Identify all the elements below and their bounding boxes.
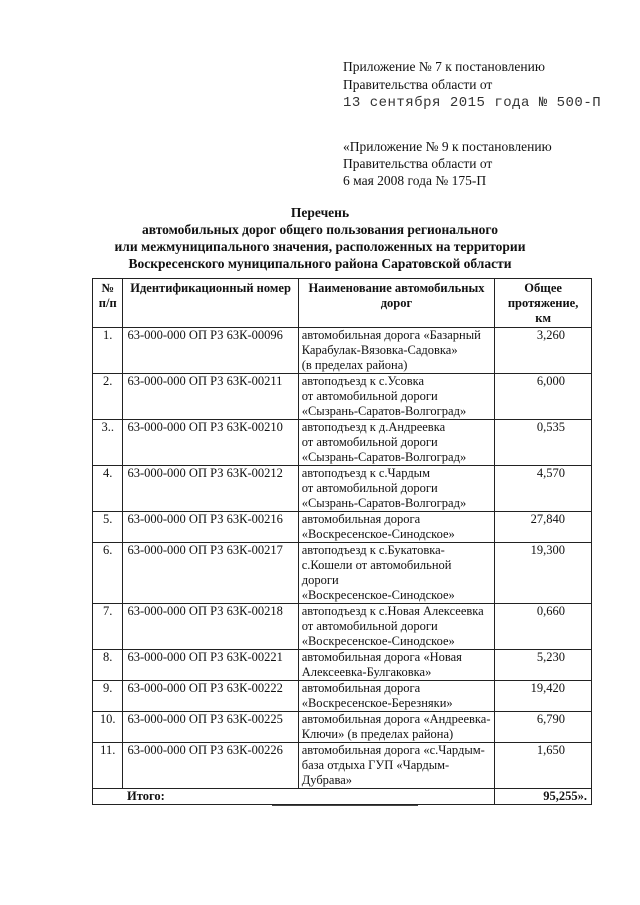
row-length: 4,570 xyxy=(495,466,592,512)
row-road-name xyxy=(298,328,495,374)
road-name-line: от автомобильной дороги xyxy=(301,481,438,495)
row-road-name xyxy=(298,681,495,712)
road-name-line: автоподъезд к с.Новая Алексеевка xyxy=(301,604,484,618)
table-row xyxy=(93,420,592,466)
row-length: 6,790 xyxy=(495,712,592,743)
original-appendix-line-3: 6 мая 2008 года № 175-П xyxy=(343,173,487,188)
row-identifier: 63-000-000 ОП РЗ 63К-00218 xyxy=(123,604,298,650)
table-row xyxy=(93,543,592,604)
row-number: 2. xyxy=(93,374,123,420)
original-appendix-line-1: «Приложение № 9 к постановлению xyxy=(343,139,552,154)
row-number: 6. xyxy=(93,543,123,604)
table-row xyxy=(93,328,592,374)
header-name-line-1: Наименование автомобильных xyxy=(308,281,485,295)
road-name-line: Алексеевка-Булгаковка» xyxy=(301,665,432,679)
row-length: 27,840 xyxy=(495,512,592,543)
table-row xyxy=(93,466,592,512)
road-name-line: база отдыха ГУП «Чардым-Дубрава» xyxy=(301,758,450,787)
road-name-line: «Воскресенское-Синодское» xyxy=(301,634,455,648)
table-row xyxy=(93,712,592,743)
header-length-line-2: протяжение, xyxy=(507,296,579,310)
road-name-line: с.Кошели от автомобильной дороги xyxy=(301,558,452,587)
road-name-line: от автомобильной дороги xyxy=(301,435,438,449)
row-number: 10. xyxy=(93,712,123,743)
row-identifier: 63-000-000 ОП РЗ 63К-00226 xyxy=(123,743,298,789)
row-number: 9. xyxy=(93,681,123,712)
road-name-line: от автомобильной дороги xyxy=(301,389,438,403)
row-identifier: 63-000-000 ОП РЗ 63К-00212 xyxy=(123,466,298,512)
row-road-name xyxy=(298,743,495,789)
road-name-line: «Сызрань-Саратов-Волгоград» xyxy=(301,496,467,510)
row-identifier: 63-000-000 ОП РЗ 63К-00211 xyxy=(123,374,298,420)
row-length: 0,660 xyxy=(495,604,592,650)
appendix-line-2: Правительства области от xyxy=(343,77,493,92)
row-road-name xyxy=(298,420,495,466)
table-row xyxy=(93,681,592,712)
road-name-line: «Воскресенское-Березняки» xyxy=(301,696,453,710)
header-num xyxy=(93,279,123,328)
row-number: 4. xyxy=(93,466,123,512)
road-name-line: автомобильная дорога «Андреевка- xyxy=(301,712,491,726)
road-name-line: автомобильная дорога xyxy=(301,512,421,526)
row-road-name xyxy=(298,466,495,512)
row-identifier: 63-000-000 ОП РЗ 63К-00222 xyxy=(123,681,298,712)
road-name-line: «Воскресенское-Синодское» xyxy=(301,527,455,541)
row-length: 1,650 xyxy=(495,743,592,789)
row-length: 6,000 xyxy=(495,374,592,420)
row-road-name xyxy=(298,543,495,604)
row-number: 5. xyxy=(93,512,123,543)
road-name-line: автомобильная дорога «Базарный xyxy=(301,328,481,342)
title-line-2: автомобильных дорог общего пользования регионального xyxy=(142,222,498,237)
road-name-line: автомобильная дорога «Новая xyxy=(301,650,462,664)
row-number: 3.. xyxy=(93,420,123,466)
table-row xyxy=(93,743,592,789)
row-number: 7. xyxy=(93,604,123,650)
header-id-text: Идентификационный номер xyxy=(130,281,291,295)
road-name-line: автомобильная дорога xyxy=(301,681,421,695)
appendix-line-1: Приложение № 7 к постановлению xyxy=(343,59,545,74)
row-road-name xyxy=(298,604,495,650)
road-name-line: автоподъезд к с.Усовка xyxy=(301,374,425,388)
table-row xyxy=(93,374,592,420)
row-identifier: 63-000-000 ОП РЗ 63К-00096 xyxy=(123,328,298,374)
total-row xyxy=(93,789,592,805)
row-length: 19,420 xyxy=(495,681,592,712)
row-road-name xyxy=(298,374,495,420)
row-number: 8. xyxy=(93,650,123,681)
row-length: 5,230 xyxy=(495,650,592,681)
appendix-header xyxy=(343,58,601,112)
road-name-line: от автомобильной дороги xyxy=(301,619,438,633)
table-body xyxy=(93,328,592,789)
row-identifier: 63-000-000 ОП РЗ 63К-00216 xyxy=(123,512,298,543)
total-value: 95,255». xyxy=(495,789,592,805)
original-appendix-header xyxy=(343,138,552,189)
road-name-line: (в пределах района) xyxy=(301,358,408,372)
row-length: 3,260 xyxy=(495,328,592,374)
title-line-1: Перечень xyxy=(290,205,350,220)
title-line-3: или межмуниципального значения, расположенных на территории xyxy=(114,239,526,254)
row-length: 0,535 xyxy=(495,420,592,466)
road-name-line: автоподъезд к д.Андреевка xyxy=(301,420,446,434)
road-name-line: автоподъезд к с.Чардым xyxy=(301,466,430,480)
row-number: 1. xyxy=(93,328,123,374)
row-identifier: 63-000-000 ОП РЗ 63К-00210 xyxy=(123,420,298,466)
row-length: 19,300 xyxy=(495,543,592,604)
table-row xyxy=(93,650,592,681)
table-header-row xyxy=(93,279,592,328)
row-identifier: 63-000-000 ОП РЗ 63К-00221 xyxy=(123,650,298,681)
row-number: 11. xyxy=(93,743,123,789)
road-name-line: «Воскресенское-Синодское» xyxy=(301,588,455,602)
row-identifier: 63-000-000 ОП РЗ 63К-00225 xyxy=(123,712,298,743)
roads-table xyxy=(92,278,592,805)
table-row xyxy=(93,604,592,650)
header-name xyxy=(298,279,495,328)
road-name-line: Карабулак-Вязовка-Садовка» xyxy=(301,343,458,357)
header-length xyxy=(495,279,592,328)
road-name-line: «Сызрань-Саратов-Волгоград» xyxy=(301,404,467,418)
header-length-line-3: км xyxy=(535,311,551,325)
road-name-line: автомобильная дорога «с.Чардым- xyxy=(301,743,485,757)
header-num-line-2: п/п xyxy=(98,296,117,310)
table-row xyxy=(93,512,592,543)
original-appendix-line-2: Правительства области от xyxy=(343,156,493,171)
document-title xyxy=(0,204,640,272)
header-num-line-1: № xyxy=(101,281,115,295)
title-line-4: Воскресенского муниципального района Саратовской области xyxy=(128,256,512,271)
bottom-divider xyxy=(272,805,418,806)
header-length-line-1: Общее xyxy=(524,281,562,295)
road-name-line: «Сызрань-Саратов-Волгоград» xyxy=(301,450,467,464)
date-stamp: 13 сентября 2015 года № 500-П xyxy=(343,95,602,111)
road-name-line: автоподъезд к с.Букатовка- xyxy=(301,543,445,557)
row-identifier: 63-000-000 ОП РЗ 63К-00217 xyxy=(123,543,298,604)
road-name-line: Ключи» (в пределах района) xyxy=(301,727,454,741)
header-id xyxy=(123,279,298,328)
header-name-line-2: дорог xyxy=(380,296,413,310)
total-label: Итого: xyxy=(93,789,495,805)
row-road-name xyxy=(298,650,495,681)
row-road-name xyxy=(298,712,495,743)
row-road-name xyxy=(298,512,495,543)
